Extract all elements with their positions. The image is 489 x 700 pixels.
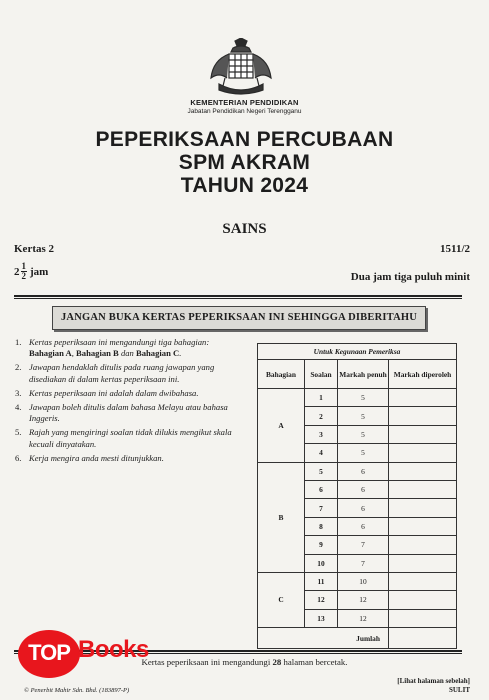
table-total-row <box>258 628 457 649</box>
section-a-ref: Bahagian A <box>29 348 72 359</box>
question-cell: 7 <box>305 499 338 517</box>
paper-label: Kertas 2 <box>14 243 55 255</box>
instructions-list <box>15 337 250 467</box>
question-cell: 10 <box>305 554 338 572</box>
full-mark-cell: 5 <box>338 425 389 443</box>
question-cell: 12 <box>305 591 338 609</box>
instruction-text: Kertas peperiksaan ini adalah dalam dwibahasa. <box>29 387 199 398</box>
exam-title-line-1: PEPERIKSAAN PERCUBAAN <box>95 128 394 151</box>
instruction-number: 4. <box>15 402 22 413</box>
divider <box>14 298 462 299</box>
duration-whole: 2 <box>14 265 20 278</box>
department-name: Jabatan Pendidikan Negeri Terengganu <box>187 108 302 115</box>
paper-code: 1511/2 <box>440 243 470 255</box>
divider <box>14 295 462 297</box>
instruction-item <box>15 402 250 424</box>
instruction-number: 2. <box>15 362 22 373</box>
duration-unit: jam <box>30 265 49 278</box>
total-label: Jumlah <box>258 628 389 649</box>
exam-title-line-3: TAHUN 2024 <box>180 174 309 197</box>
full-mark-cell: 7 <box>338 536 389 554</box>
ministry-name: KEMENTERIAN PENDIDIKAN <box>190 98 299 107</box>
fraction-numerator: 1 <box>21 261 26 271</box>
column-header: Markah diperoleh <box>389 360 457 389</box>
page-count: 28 <box>272 657 282 667</box>
page-count-prefix: Kertas peperiksaan ini mengandungi <box>141 657 273 667</box>
obtained-mark-cell[interactable] <box>389 499 457 517</box>
instruction-number: 6. <box>15 452 22 463</box>
instruction-number: 3. <box>15 387 22 398</box>
sentence-end: . <box>179 348 182 359</box>
question-cell: 5 <box>305 462 338 480</box>
section-cell: A <box>258 389 305 463</box>
full-mark-cell: 12 <box>338 609 389 627</box>
duration-words: Dua jam tiga puluh minit <box>350 271 470 283</box>
column-header: Markah penuh <box>338 360 389 389</box>
warning-box: JANGAN BUKA KERTAS PEPERIKSAAN INI SEHINGGA DIBERITAHU <box>52 306 426 330</box>
instruction-text: Rajah yang mengiringi soalan tidak dilukis mengikut skala kecuali dinyatakan. <box>29 427 232 449</box>
question-cell: 11 <box>305 572 338 590</box>
table-header-row <box>258 360 457 389</box>
full-mark-cell: 6 <box>338 499 389 517</box>
obtained-mark-cell[interactable] <box>389 554 457 572</box>
separator: dan <box>118 348 136 359</box>
full-mark-cell: 10 <box>338 572 389 590</box>
exam-title-line-2: SPM AKRAM <box>178 151 311 174</box>
copyright-notice: © Penerbit Mahir Sdn. Bhd. (183897-P) <box>24 687 130 694</box>
obtained-mark-cell[interactable] <box>389 389 457 407</box>
column-header: Soalan <box>305 360 338 389</box>
obtained-mark-cell[interactable] <box>389 425 457 443</box>
question-cell: 8 <box>305 517 338 535</box>
page-count-suffix: halaman bercetak. <box>281 657 348 667</box>
table-row <box>258 572 457 590</box>
table-row <box>258 389 457 407</box>
question-cell: 13 <box>305 609 338 627</box>
question-cell: 6 <box>305 480 338 498</box>
classification-label: SULIT <box>448 686 470 694</box>
full-mark-cell: 5 <box>338 444 389 462</box>
table-row <box>258 462 457 480</box>
obtained-mark-cell[interactable] <box>389 462 457 480</box>
full-mark-cell: 12 <box>338 591 389 609</box>
full-mark-cell: 6 <box>338 462 389 480</box>
duration <box>14 262 48 281</box>
instruction-item <box>15 427 250 449</box>
instruction-text: Jawapan hendaklah ditulis pada ruang jawapan yang disediakan di dalam kertas peperiksaan ini. <box>29 362 215 384</box>
obtained-mark-cell[interactable] <box>389 591 457 609</box>
section-c-ref: Bahagian C <box>135 348 180 359</box>
coat-of-arms-emblem <box>205 38 277 98</box>
section-cell: C <box>258 572 305 627</box>
section-b-ref: Bahagian B <box>76 348 119 359</box>
subject-title: SAINS <box>222 221 267 237</box>
full-mark-cell: 6 <box>338 517 389 535</box>
obtained-mark-cell[interactable] <box>389 407 457 425</box>
full-mark-cell: 5 <box>338 407 389 425</box>
question-cell: 1 <box>305 389 338 407</box>
column-header: Bahagian <box>258 360 305 389</box>
obtained-mark-cell[interactable] <box>389 517 457 535</box>
turn-over-note: [Lihat halaman sebelah] <box>397 677 470 685</box>
obtained-mark-cell[interactable] <box>389 609 457 627</box>
section-cell: B <box>258 462 305 572</box>
instruction-item <box>15 362 250 384</box>
instruction-item <box>15 453 250 464</box>
instruction-item <box>15 337 250 359</box>
topbooks-logo-text: Books <box>78 636 149 663</box>
instruction-text <box>29 337 250 359</box>
question-cell: 3 <box>305 425 338 443</box>
fraction-denominator: 2 <box>21 271 26 281</box>
table-caption: Untuk Kegunaan Pemeriksa <box>258 344 457 360</box>
question-cell: 2 <box>305 407 338 425</box>
topbooks-logo-badge: TOP <box>18 630 80 678</box>
total-mark-cell[interactable] <box>389 628 457 649</box>
instruction-body: Kertas peperiksaan ini mengandungi tiga bahagian: <box>29 337 210 347</box>
full-mark-cell: 6 <box>338 480 389 498</box>
examiner-marks-table <box>257 343 457 649</box>
instruction-item <box>15 388 250 399</box>
obtained-mark-cell[interactable] <box>389 480 457 498</box>
instruction-number: 1. <box>15 337 22 347</box>
obtained-mark-cell[interactable] <box>389 444 457 462</box>
question-cell: 4 <box>305 444 338 462</box>
instruction-text: Jawapan boleh ditulis dalam bahasa Melayu atau bahasa Inggeris. <box>29 402 228 424</box>
instruction-text: Kerja mengira anda mesti ditunjukkan. <box>29 452 164 463</box>
obtained-mark-cell[interactable] <box>389 572 457 590</box>
full-mark-cell: 5 <box>338 389 389 407</box>
instruction-number: 5. <box>15 427 22 438</box>
duration-fraction <box>21 262 28 281</box>
full-mark-cell: 7 <box>338 554 389 572</box>
separator: , <box>71 348 77 359</box>
question-cell: 9 <box>305 536 338 554</box>
obtained-mark-cell[interactable] <box>389 536 457 554</box>
